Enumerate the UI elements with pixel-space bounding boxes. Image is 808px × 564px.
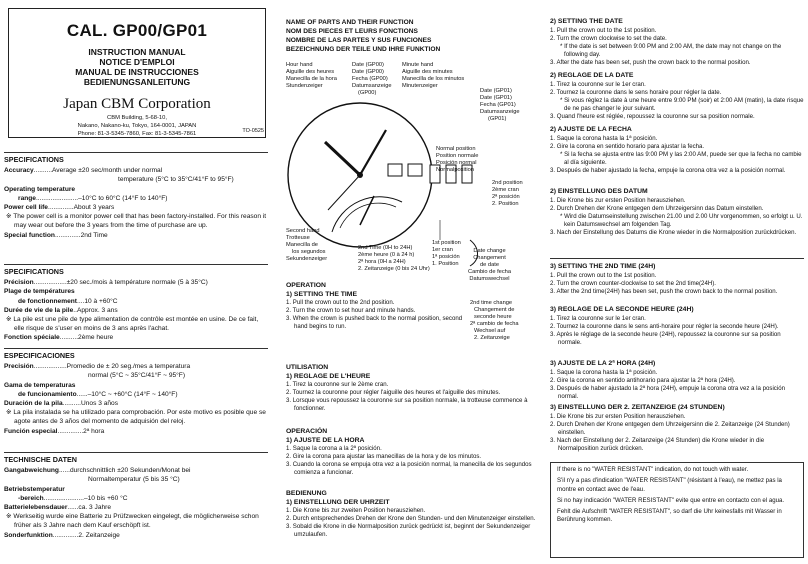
spec-value: Promedio de ± 20 seg./mes a temperatura: [66, 363, 191, 371]
label-normal-position: [436, 146, 478, 174]
date-fr: [550, 72, 804, 121]
spec-value: –10 bis +60 °C: [83, 494, 128, 502]
label-line: 2ème heure (0 à 24 h): [358, 252, 415, 258]
operation-en: [286, 282, 466, 331]
label-line: de date: [480, 262, 499, 268]
label-line: Changement: [473, 255, 506, 261]
label-line: Aiguille des minutes: [402, 69, 453, 75]
brand-name: Japan CBM Corporation: [63, 96, 211, 112]
step: 1. Tirez la couronne sur le 1er cran.: [550, 314, 646, 322]
label-line: Date (GP01): [480, 88, 512, 94]
operation-fr: [286, 364, 540, 413]
step: 2. Tournez la couronne dans le sens anti-horaire pour régler la seconde heure (24H).: [550, 322, 779, 330]
header-box: [8, 8, 266, 138]
spec-label: de fonctionnement: [18, 297, 77, 305]
spec-label: Accuracy: [4, 167, 34, 175]
section-subtitle: 2) AJUSTE DE LA FECHA: [550, 126, 632, 133]
address-line: Phone: 81-3-5345-7860, Fax: 81-3-5345-7861: [77, 131, 197, 137]
spec-value: 2. Zeitanzeige: [78, 531, 120, 539]
spec-value: About 3 years: [73, 204, 115, 212]
spec-value: Unos 3 años: [80, 400, 118, 408]
spec-value: 2ème heure: [78, 334, 114, 342]
step: 1. Die Krone bis zur ersten Position herausziehen.: [550, 412, 686, 420]
spec-value: Average ±20 sec/month under normal: [52, 167, 163, 175]
water-resistance-notice: [550, 462, 804, 558]
spec-value: ±20 sec./mois à température normale (5 à 35°C): [66, 279, 208, 287]
section-subtitle: 3) AJUSTE DE LA 2ª HORA (24H): [550, 360, 656, 367]
step-note: * If the date is set between 9:00 PM and 2:00 AM, the date may not change on the following day.: [560, 42, 782, 58]
step-note: * Wird die Datumseinstellung zwischen 21.00 und 2.00 Uhr vorgenommen, so erfolgt u. U. kein Datumswechsel am folgenden Tag.: [560, 212, 803, 228]
label-line: Normal position: [436, 146, 476, 152]
label-line: Date (GP01): [480, 95, 512, 101]
label-line: Second hand: [286, 228, 320, 234]
label-line: Sekundenzeiger: [286, 256, 328, 262]
label-date-gp01: [480, 88, 520, 123]
step: 2. Turn the crown to set hour and minute hands.: [286, 307, 416, 315]
label-line: 2ème cran: [492, 187, 519, 193]
section-subtitle: 3) REGLAGE DE LA SECONDE HEURE (24H): [550, 306, 694, 313]
hour-hand: [325, 142, 360, 175]
spec-note: ※ La pile est une pile de type alimentation de contrôle est montée en usine. De ce fait, elle risque de s'user en moins de 3 ans après l'achat.: [6, 316, 259, 333]
manual-title-de: BEDIENUNGSANLEITUNG: [83, 77, 191, 87]
label-line: Fecha (GP01): [480, 102, 516, 108]
spec-note: ※ The power cell is a monitor power cell that has been factory-installed. For this reason it may wear out before the 3 years from the time of purchase are up.: [6, 213, 267, 230]
label-line: 1er cran: [432, 247, 453, 253]
label-line: 2. Zeitanzeige (0 bis 24 Uhr): [358, 266, 430, 272]
spec-label: Duración de la pila: [4, 400, 63, 408]
label-line: 1st position: [432, 240, 461, 246]
label-date-gp00: [352, 62, 392, 97]
label-line: 2ª cambio de fecha: [470, 321, 519, 327]
step: 1. Pull the crown out to the 1st position.: [550, 26, 657, 34]
column-parts-operation: [280, 0, 542, 564]
manual-title-fr: NOTICE D'EMPLOI: [99, 57, 175, 67]
label-line: 2nd time change: [470, 300, 513, 306]
label-line: Normalposition: [436, 167, 474, 173]
label-line: Changement de: [474, 307, 515, 313]
step: 2. Gire la corona para ajustar las manecillas de la hora y de los minutos.: [286, 453, 482, 461]
spec-label: Durée de vie de la pile: [4, 306, 74, 314]
specs-es: ESPECIFICACIONES Precisión .................. Promedio de ± 20 seg./mes a temperatura normal (5°C ~ 35°C/41°F ~ 95°F) Gama de temperaturas de funcionamiento ...... –10°C ~ +60°C (14°F ~ 140°F) Duración de la pila .......... Unos 3 años ※ La pila instalada se ha utilizado para comprobación. Por este motivo es posible que se agote antes de 3 años del momento de adquisión del reloj. Función especial .............. 2ª hora: [4, 348, 268, 436]
label-line: Manecilla de la hora: [286, 76, 337, 82]
spec-label: Gama de temperaturas: [4, 381, 76, 389]
operation-title: OPERATION: [286, 282, 326, 289]
spec-label: Special function: [4, 231, 55, 239]
label-second-position: [492, 180, 523, 208]
doc-code: TO-0525: [242, 128, 264, 134]
label-hour-hand: [286, 62, 337, 90]
spec-value: –10°C ~ +60°C (14°F ~ 140°F): [87, 390, 178, 398]
step: 1. Saque la corona hasta la 1ª posición.: [550, 134, 658, 142]
specs-en: SPECIFICATIONS Accuracy .......... Average ±20 sec/month under normal temperature (5°C to 35°C/41°F to 95°F) Operating temperature range ....................... –10°C to 60°C (14°F to 140°F) Power cell life .............. About 3 years ※ The power cell is a monitor power cell that has been factory-installed. For this reason it may wear out before the 3 years from the time of purchase are up. Special function .............. 2nd Time: [4, 152, 268, 240]
section-subtitle: 2) SETTING THE DATE: [550, 18, 623, 25]
label-line: Position normale: [436, 153, 479, 159]
spec-label: Plage de températures: [4, 288, 75, 296]
spec-label: de funcionamiento: [18, 390, 77, 398]
step: 3. Después de haber ajustado la 2ª hora (24H), empuje la corona otra vez a la posición normal.: [550, 384, 785, 400]
step: 1. Saque la corona hasta la 1ª posición.: [550, 368, 658, 376]
label-line: Manecilla de los minutos: [402, 76, 465, 82]
parts-title-line: NOMBRE DE LAS PARTES Y SUS FUNCIONES: [286, 37, 432, 44]
step: 3. Nach der Einstellung der 2. Zeitanzeige (24 Stunden) die Krone wieder in die Normalposition zurück drücken.: [550, 436, 765, 452]
step: 1. Tirez la couronne sur le 1er cran.: [550, 80, 646, 88]
section-subtitle: 3) SETTING THE 2ND TIME (24H): [550, 263, 656, 270]
step: 3. Nach der Einstellung des Datums die Krone wieder in die Normalposition zurückdrücken.: [550, 228, 797, 236]
label-line: Date (GP00): [352, 69, 384, 75]
step: 2. Turn the crown counter-clockwise to set the 2nd time(24H).: [550, 279, 716, 287]
label-line: 2nd position: [492, 180, 523, 186]
label-line: Datumsanzeige: [480, 109, 520, 115]
operation-es: [286, 428, 540, 477]
spec-value: 2nd Time: [80, 231, 108, 239]
operation-subtitle: 1) EINSTELLUNG DER UHRZEIT: [286, 498, 390, 506]
spec-label: Fonction spéciale: [4, 334, 60, 342]
label-line: Minutenzeiger: [402, 83, 438, 89]
step: 3. After the date has been set, push the crown back to the normal position.: [550, 58, 751, 66]
date-window-gp00: [388, 164, 402, 176]
step: 3. Sobald die Krone in die Normalposition zurück gedrückt ist, beginnt der Sekundenzeiger umzulaufen.: [286, 523, 531, 539]
divider: [550, 258, 804, 259]
spec-label: Betriebstemperatur: [4, 485, 65, 493]
step: 2. Durch Drehen der Krone entgegen dem Uhrzeigersinn das Datum einstellen.: [550, 204, 764, 212]
section-subtitle: 3) EINSTELLUNG DER 2. ZEITANZEIGE (24 STUNDEN): [550, 404, 725, 411]
step: 2. Gire la corona en sentido horario para ajustar la fecha.: [550, 142, 705, 150]
manual-title-en: INSTRUCTION MANUAL: [88, 47, 186, 57]
label-line: (GP00): [358, 90, 377, 96]
label-line: Datumswechsel: [469, 276, 510, 282]
label-line: Hour hand: [286, 62, 313, 68]
column-date-settings: [546, 0, 808, 564]
section-subtitle: 2) EINSTELLUNG DES DATUM: [550, 188, 648, 195]
step: 1. Die Krone bis zur zweiten Position herausziehen.: [286, 507, 426, 515]
spec-value: –10°C to 60°C (14°F to 140°F): [78, 194, 168, 202]
second-time-en: [550, 263, 804, 296]
step-note: * Si vous réglez la date à une heure entre 9:00 PM (soir) et 2:00 AM (matin), la date risque de ne pas changer le jour suivant.: [560, 96, 804, 112]
step: 1. Pull the crown out to the 1st position.: [550, 271, 657, 279]
label-line: Date (GP00): [352, 62, 384, 68]
step: 3. Lorsque vous repoussez la couronne sur sa position normale, la trotteuse commence à fonctionner.: [286, 397, 528, 413]
operation-subtitle: 1) AJUSTE DE LA HORA: [286, 436, 365, 444]
label-line: 1ª posición: [432, 254, 460, 260]
spec-label: Batterielebensdauer: [4, 504, 68, 512]
second-time-de: [550, 404, 804, 453]
date-es: [550, 126, 804, 175]
second-time-es: [550, 360, 804, 401]
label-line: 2. Zeitanzeige: [474, 335, 510, 341]
step: 3. Cuando la corona se empuja otra vez a la posición normal, la manecilla de los segundos comienza a funcionar.: [286, 461, 532, 477]
spec-label: Operating temperature: [4, 185, 76, 193]
step: 1. Die Krone bis zur ersten Position herausziehen.: [550, 196, 686, 204]
step: 3. When the crown is pushed back to the normal position, second hand begins to run.: [286, 315, 463, 331]
label-first-position: [432, 240, 461, 268]
label-line: 2ª posición: [492, 194, 520, 200]
label-line: Trotteuse: [286, 235, 310, 241]
label-line: Cambio de fecha: [468, 269, 511, 275]
section-title: ESPECIFICACIONES: [4, 348, 268, 360]
step: 2. Durch entsprechendes Drehen der Krone den Stunden- und den Minutenzeiger einstellen.: [286, 515, 536, 523]
label-line: 2nd Time (0H to 24H): [358, 245, 413, 251]
label-line: Posición normal: [436, 160, 477, 166]
spec-label: Función especial: [4, 427, 58, 435]
spec-value: 10 à +60°C: [84, 297, 118, 305]
step: 3. Après le réglage de la seconde heure (24H), repoussez la couronne sur sa position normale.: [550, 330, 781, 346]
minute-hand: [360, 130, 386, 175]
column-specs: [0, 0, 272, 564]
label-date-change: [468, 248, 511, 283]
water-note-fr: S'il n'y a pas d'indication "WATER RESISTANT" (résistant à l'eau), ne mettez pas la montre en contact avec de l'eau.: [557, 477, 782, 493]
operation-de: [286, 490, 540, 539]
step-note: * Si la fecha se ajusta entre las 9:00 PM y las 2:00 AM, puede ser que la fecha no cambie al día siguiente.: [560, 150, 802, 166]
water-note-en: If there is no "WATER RESISTANT" indication, do not touch with water.: [557, 466, 749, 473]
spec-value: temperature (5°C to 35°C/41°F to 95°F): [118, 176, 234, 184]
label-line: Minute hand: [402, 62, 434, 68]
date-en: [550, 18, 804, 67]
spec-label: Précision: [4, 279, 34, 287]
spec-value: normal (5°C ~ 35°C/41°F ~ 95°F): [88, 372, 186, 380]
date-de: [550, 188, 804, 237]
section-title: SPECIFICATIONS: [4, 264, 268, 276]
parts-title-line: NAME OF PARTS AND THEIR FUNCTION: [286, 19, 414, 26]
parts-title: [286, 18, 440, 54]
step: 3. Quand l'heure est réglée, repoussez la couronne sur sa position normale.: [550, 112, 755, 120]
specs-de: TECHNISCHE DATEN Gangabweichung ...... durchschnittlich ±20 Sekunden/Monat bei Normaltemperatur (5 bis 35 °C) Betriebstemperatur -bereich ...................... –10 bis +60 °C Batterielebensdauer ...... ca. 3 Jahre ※ Werkseitig wurde eine Batterie zu Prüfzwecken eingelegt, die möglicherweise schon früher als 3 Jahre nach dem Kauf erschöpft ist. Sonderfunktion .............. 2. Zeitanzeige: [4, 452, 268, 540]
step: 1. Pull the crown out to the 2nd position.: [286, 299, 395, 307]
operation-title: UTILISATION: [286, 364, 329, 371]
label-line: Date change: [473, 248, 506, 254]
second-time-fr: [550, 306, 804, 347]
parts-title-line: BEZEICHNUNG DER TEILE UND IHRE FUNKTION: [286, 46, 441, 53]
manual-title-es: MANUAL DE INSTRUCCIONES: [75, 67, 199, 77]
address-line: CBM Building, 5-68-10,: [107, 115, 167, 121]
spec-value: Approx. 3 ans: [76, 306, 118, 314]
label-line: (GP01): [488, 116, 507, 122]
step: 3. After the 2nd time(24H) has been set, push the crown back to the normal position.: [550, 287, 778, 295]
hand-pivot: [357, 172, 363, 178]
label-line: seconde heure: [474, 314, 512, 320]
second-time-arc: [332, 197, 402, 232]
label-second-time-change: [470, 300, 519, 342]
operation-title: OPERACIÓN: [286, 428, 328, 435]
section-subtitle: 2) REGLAGE DE LA DATE: [550, 72, 634, 79]
spec-value: 2ª hora: [83, 427, 105, 435]
label-line: Wechsel auf: [474, 328, 506, 334]
date-window-gp01: [408, 164, 422, 176]
step: 1. Saque la corona a la 2ª posición.: [286, 445, 382, 453]
spec-label: range: [18, 194, 36, 202]
spec-value: durchschnittlich ±20 Sekunden/Monat bei: [69, 467, 191, 475]
water-note-de: Fehlt die Aufschrift "WATER RESISTANT", so darf die Uhr keinesfalls mit Wasser in Berührung kommen.: [557, 508, 782, 524]
address-line: Nakano, Nakano-ku, Tokyo, 164-0001, JAPAN: [77, 123, 197, 129]
label-line: Datumsanzeige: [352, 83, 392, 89]
spec-label: -bereich: [18, 494, 44, 502]
section-title: TECHNISCHE DATEN: [4, 452, 268, 464]
step: 2. Tournez la couronne pour régler l'aiguille des heures et l'aiguille des minutes.: [286, 389, 501, 397]
section-title: SPECIFICATIONS: [4, 152, 268, 164]
step: 2. Tournez la couronne dans le sens horaire pour régler la date.: [550, 88, 722, 96]
step: 3. Después de haber ajustado la fecha, empuje la corona otra vez a la posición normal.: [550, 166, 786, 174]
label-line: Manecilla de: [286, 242, 318, 248]
water-note-es: Si no hay indicación "WATER RESISTANT" evite que entre en contacto con el agua.: [557, 496, 785, 504]
label-line: 1. Position: [432, 261, 459, 267]
label-line: 2ª hora (0H a 24H): [358, 259, 406, 265]
spec-note: ※ Werkseitig wurde eine Batterie zu Prüfzwecken eingelegt, die möglicherweise schon früher als 3 Jahre nach dem Kauf erschöpft ist.: [6, 513, 259, 530]
spec-note: ※ La pila instalada se ha utilizado para comprobación. Por este motivo es posible que se agote antes de 3 años del momento de adquisión del reloj.: [6, 409, 266, 426]
step: 2. Durch Drehen der Krone entgegen dem Uhrzeigersinn die 2. Zeitanzeige (24 Stunden) einstellen.: [550, 420, 790, 436]
label-second-time: [358, 245, 430, 273]
label-line: 2. Position: [492, 201, 519, 207]
label-line: Fecha (GP00): [352, 76, 388, 82]
label-second-hand: [286, 228, 327, 263]
step: 1. Tirez la couronne sur le 2ème cran.: [286, 381, 389, 389]
spec-label: Precisión: [4, 363, 34, 371]
spec-label: Gangabweichung: [4, 467, 59, 475]
specs-fr: SPECIFICATIONS Précision .................. ±20 sec./mois à température normale (5 à 35°C) Plage de températures de fonctionnement .... 10 à +60°C Durée de vie de la pile .. Approx. 3 ans ※ La pile est une pile de type alimentation de contrôle est montée en usine. De ce fait, elle risque de s'user en moins de 3 ans après l'achat. Fonction spéciale .......... 2ème heure: [4, 264, 268, 343]
label-line: Aiguille des heures: [286, 69, 335, 75]
second-hand: [328, 175, 360, 210]
step: 2. Gire la corona en sentido antihorario para ajustar la 2ª hora (24H).: [550, 376, 736, 384]
parts-title-line: NOM DES PIECES ET LEURS FONCTIONS: [286, 28, 418, 35]
operation-title: BEDIENUNG: [286, 490, 327, 497]
model-title: CAL. GP00/GP01: [66, 21, 208, 40]
label-line: los segundos: [292, 249, 326, 255]
spec-value: Normaltemperatur (5 bis 35 °C): [88, 476, 180, 484]
spec-label: Power cell life: [4, 204, 48, 212]
step: 2. Turn the crown clockwise to set the date.: [550, 34, 667, 42]
label-minute-hand: [402, 62, 464, 90]
label-line: Stundenzeiger: [286, 83, 323, 89]
operation-subtitle: 1) SETTING THE TIME: [286, 290, 357, 298]
spec-value: ca. 3 Jahre: [78, 504, 112, 512]
spec-label: Sonderfunktion: [4, 531, 53, 539]
operation-subtitle: 1) REGLAGE DE L'HEURE: [286, 372, 371, 380]
